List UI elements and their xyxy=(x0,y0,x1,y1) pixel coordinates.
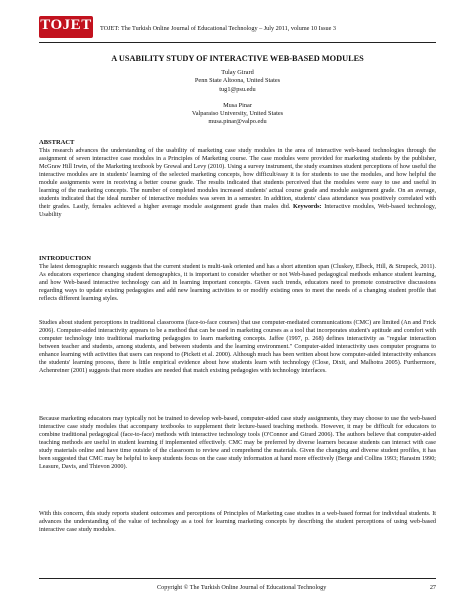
introduction-heading: INTRODUCTION xyxy=(39,255,92,262)
logo-text: TOJET xyxy=(40,17,92,33)
author-name: Musa Pinar xyxy=(223,101,252,109)
author-name: Tulay Girard xyxy=(221,69,254,76)
abstract-body: This research advances the understanding of the usability of marketing case study modules in the area of interactive web-based technologies through the assignment of seven interactive case modules in a Principles of Marketing course. The case modules were provided for marketing students by the publisher, McGraw Hill Irwin, of the Marketing textbook by Grewal and Levy (2010). Using a survey instrument, the study examines student perceptions of how useful the interactive modules are in students' learning of the selected marketing concepts, how difficult/easy it is for students to use the modules, and how helpful the module assignments were in receiving a better course grade. The results indicated that students perceived that the modules were easy to use and useful in learning of the marketing concepts. The number of completed modules increased students' actual course grade and module assignment grade. On an average, students indicated that the ideal number of interactive modules was seven in a semester. In addition, students' class attendance was positively correlated with their grades. Lastly, females achieved a higher average module assignment grade than males did. xyxy=(39,148,436,211)
intro-paragraph-3: Because marketing educators may typically not be trained to develop web-based, computer-aided case study assignments, they may choose to use the web-based interactive case study modules that accompany textbooks to supplement their lecture-based teaching methods. However, it may be difficult for educators to combine traditional pedagogical (face-to-face) methods with interactive technology tools (O'Connor and Girard 2006). The authors believe that computer-aided teaching methods are useful in student learning if implemented effectively. CMC may be preferred by diverse learners because students can interact with case study materials online and have time outside of the classroom to review and comprehend the materials. Given the changing and diverse student profiles, it has been suggested that CMC may be helpful to keep students focus on the case study information at hand more effectively (Berge and Collins 1993; Harasim 1990; Leasure, Davis, and Thievon 2000). xyxy=(39,416,436,471)
author-block xyxy=(39,69,436,127)
intro-paragraph-1: The latest demographic research suggests that the current student is multi-task oriented and has a short attention span (Cluskey, Elbeck, Hill, & Strupeck, 2011). As educators experience changing student demographics, it is important to consider whether or not Web-based pedagogical methods enhance student learning, and how Web-based interactive technology can aid in learning important concepts. Given such trends, educators need to promote constructive discussions regarding ways to update existing pedagogies and add new learning activities to or modify existing ones to meet the needs of a changing student profile that reflects different learning styles. xyxy=(39,264,436,303)
journal-logo xyxy=(39,16,93,38)
journal-header: TOJET: The Turkish Online Journal of Educational Technology – July 2011, volume 10 Issue 3 xyxy=(100,25,337,32)
author-email: musa.pinar@valpo.edu xyxy=(208,118,267,126)
intro-paragraph-4: With this concern, this study reports student outcomes and perceptions of Principles of Marketing case studies in a web-based format for individual students. It advances the understanding of the value of technology as a tool for learning marketing concepts by describing the student perceptions of using web-based interactive case study modules. xyxy=(39,511,436,534)
author-email: tug1@psu.edu xyxy=(219,85,256,93)
abstract-heading: ABSTRACT xyxy=(39,139,75,146)
footer-copyright: Copyright © The Turkish Online Journal of Educational Technology xyxy=(157,584,327,591)
keywords-label: Keywords: xyxy=(292,204,322,211)
header-rule xyxy=(39,42,436,43)
abstract-text xyxy=(39,147,436,219)
intro-paragraph-2: Studies about student perceptions in traditional classrooms (face-to-face courses) that use computer-mediated communications (CMC) are limited (An and Frick 2006). Computer-aided interactivity appears to be a method that can be used in marketing courses as a tool that incorporates student's aptitude and comfort with computer technology into traditional marketing pedagogies to learn marketing concepts. Jaffee (1997, p. 268) defines interactivity as "regular interaction between teacher and students, among students, and between students and the learning environment." Computer-aided interactivity uses computer programs to enhance learning with activities that users can respond to (Pickett et al. 2000). Although much has been written about how computer-aided interactivity enhances the students' learning process, there is little empirical evidence about how students learn with technology (Close, Dixit, and Malhotra 2005). Furthermore, Achenreiner (2001) suggests that more studies are needed that match existing pedagogies with technology interfaces. xyxy=(39,320,436,375)
author-affiliation: Penn State Altoona, United States xyxy=(194,77,281,85)
footer-rule xyxy=(39,578,436,579)
keywords-text: Interactive modules, Web-based technology, Usability xyxy=(39,204,436,219)
page-number: 27 xyxy=(429,584,436,591)
author-affiliation: Valparaiso University, United States xyxy=(191,110,284,118)
paper-title: A USABILITY STUDY OF INTERACTIVE WEB-BASED MODULES xyxy=(111,54,364,63)
